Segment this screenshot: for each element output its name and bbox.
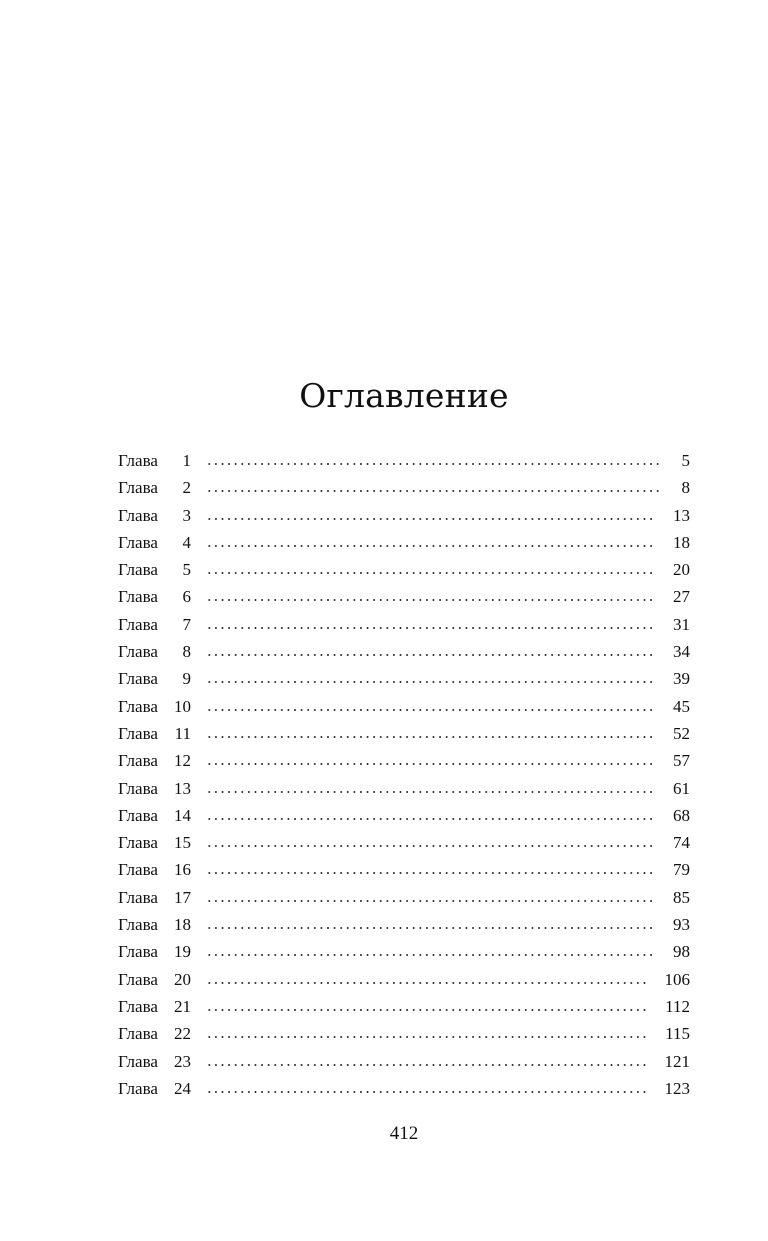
toc-dot-leader [206, 763, 655, 765]
toc-page-number: 18 [673, 532, 690, 552]
toc-chapter-label: Глава [118, 1078, 158, 1098]
toc-page-number: 5 [681, 451, 690, 470]
toc-page-number: 39 [673, 669, 690, 689]
toc-page-number: 34 [673, 642, 690, 662]
toc-chapter-label: Глава [118, 532, 158, 552]
toc-entry [118, 884, 690, 911]
page-title: Оглавление [299, 376, 509, 415]
toc-chapter-number: 12 [174, 751, 191, 771]
toc-chapter-number: 4 [182, 532, 191, 552]
toc-entry [118, 665, 690, 692]
toc-chapter-number: 15 [174, 833, 191, 853]
toc-page-number: 115 [665, 1024, 690, 1044]
toc-chapter-number: 22 [174, 1024, 191, 1044]
toc-dot-leader [206, 927, 655, 929]
toc-entry [118, 529, 690, 556]
toc-chapter-number: 23 [174, 1051, 191, 1071]
toc-chapter-number: 20 [174, 969, 191, 989]
toc-entry [118, 474, 690, 501]
toc-dot-leader [206, 1064, 648, 1066]
toc-chapter-label: Глава [118, 915, 158, 935]
table-of-contents [118, 447, 690, 1102]
toc-entry [118, 747, 690, 774]
toc-entry [118, 556, 690, 583]
toc-entry [118, 775, 690, 802]
toc-dot-leader [206, 791, 655, 793]
toc-chapter-number: 11 [174, 723, 191, 743]
toc-chapter-label: Глава [118, 451, 158, 470]
toc-chapter-label: Глава [118, 642, 158, 662]
toc-entry [118, 1020, 690, 1047]
toc-chapter-label: Глава [118, 969, 158, 989]
toc-entry [118, 693, 690, 720]
toc-page-number: 74 [673, 833, 690, 853]
toc-chapter-number: 10 [174, 696, 191, 716]
toc-dot-leader [206, 1036, 648, 1038]
toc-entry [118, 583, 690, 610]
toc-chapter-number: 16 [174, 860, 191, 880]
toc-dot-leader [206, 490, 661, 492]
toc-entry [118, 638, 690, 665]
toc-dot-leader [206, 681, 655, 683]
toc-chapter-label: Глава [118, 751, 158, 771]
toc-page-number: 8 [681, 478, 690, 498]
toc-dot-leader [206, 654, 655, 656]
toc-chapter-number: 14 [174, 805, 191, 825]
toc-chapter-label: Глава [118, 587, 158, 607]
toc-chapter-label: Глава [118, 614, 158, 634]
toc-chapter-label: Глава [118, 887, 158, 907]
toc-page-number: 98 [673, 942, 690, 962]
toc-entry [118, 1048, 690, 1075]
toc-chapter-number: 8 [182, 642, 191, 662]
toc-chapter-number: 19 [174, 942, 191, 962]
toc-dot-leader [206, 954, 655, 956]
toc-chapter-number: 21 [174, 996, 191, 1016]
toc-chapter-label: Глава [118, 560, 158, 580]
toc-page-number: 93 [673, 915, 690, 935]
toc-chapter-label: Глава [118, 778, 158, 798]
toc-dot-leader [206, 818, 655, 820]
toc-entry [118, 856, 690, 883]
toc-dot-leader [206, 872, 655, 874]
toc-page-number: 52 [673, 723, 690, 743]
toc-dot-leader [206, 1009, 648, 1011]
toc-chapter-label: Глава [118, 669, 158, 689]
toc-page-number: 61 [673, 778, 690, 798]
toc-entry [118, 966, 690, 993]
toc-dot-leader [206, 545, 655, 547]
toc-dot-leader [206, 709, 655, 711]
toc-page-number: 123 [664, 1078, 690, 1098]
toc-entry [118, 802, 690, 829]
toc-chapter-number: 17 [174, 887, 191, 907]
toc-entry [118, 829, 690, 856]
toc-chapter-number: 1 [182, 451, 191, 470]
toc-chapter-label: Глава [118, 996, 158, 1016]
toc-dot-leader [206, 463, 661, 465]
toc-chapter-label: Глава [118, 696, 158, 716]
toc-entry [118, 720, 690, 747]
toc-dot-leader [206, 572, 655, 574]
toc-page-number: 68 [673, 805, 690, 825]
toc-chapter-label: Глава [118, 805, 158, 825]
toc-chapter-label: Глава [118, 1024, 158, 1044]
toc-page-number: 106 [664, 969, 690, 989]
toc-chapter-number: 9 [182, 669, 191, 689]
toc-entry [118, 1075, 690, 1102]
toc-dot-leader [206, 518, 655, 520]
toc-dot-leader [206, 599, 655, 601]
toc-entry [118, 938, 690, 965]
toc-chapter-label: Глава [118, 833, 158, 853]
toc-chapter-label: Глава [118, 478, 158, 498]
toc-page-number: 121 [664, 1051, 690, 1071]
toc-entry [118, 993, 690, 1020]
toc-chapter-number: 24 [174, 1078, 191, 1098]
toc-dot-leader [206, 900, 655, 902]
toc-chapter-label: Глава [118, 1051, 158, 1071]
toc-page-number: 45 [673, 696, 690, 716]
toc-chapter-number: 2 [182, 478, 191, 498]
toc-chapter-number: 6 [182, 587, 191, 607]
toc-dot-leader [206, 982, 648, 984]
toc-dot-leader [206, 736, 655, 738]
toc-chapter-number: 18 [174, 915, 191, 935]
toc-chapter-label: Глава [118, 942, 158, 962]
toc-entry [118, 911, 690, 938]
toc-chapter-label: Глава [118, 723, 158, 743]
toc-chapter-label: Глава [118, 505, 158, 525]
toc-page-number: 31 [673, 614, 690, 634]
toc-entry [118, 502, 690, 529]
toc-page-number: 13 [673, 505, 690, 525]
toc-dot-leader [206, 1091, 648, 1093]
toc-entry [118, 611, 690, 638]
page-number: 412 [389, 1123, 419, 1144]
toc-page-number: 20 [673, 560, 690, 580]
toc-chapter-number: 13 [174, 778, 191, 798]
toc-page-number: 27 [673, 587, 690, 607]
toc-chapter-number: 7 [182, 614, 191, 634]
toc-page-number: 112 [665, 996, 690, 1016]
toc-page-number: 79 [673, 860, 690, 880]
toc-dot-leader [206, 627, 655, 629]
toc-chapter-number: 3 [182, 505, 191, 525]
toc-chapter-number: 5 [182, 560, 191, 580]
toc-page-number: 57 [673, 751, 690, 771]
toc-page-number: 85 [673, 887, 690, 907]
toc-entry [118, 447, 690, 474]
toc-chapter-label: Глава [118, 860, 158, 880]
toc-dot-leader [206, 845, 655, 847]
